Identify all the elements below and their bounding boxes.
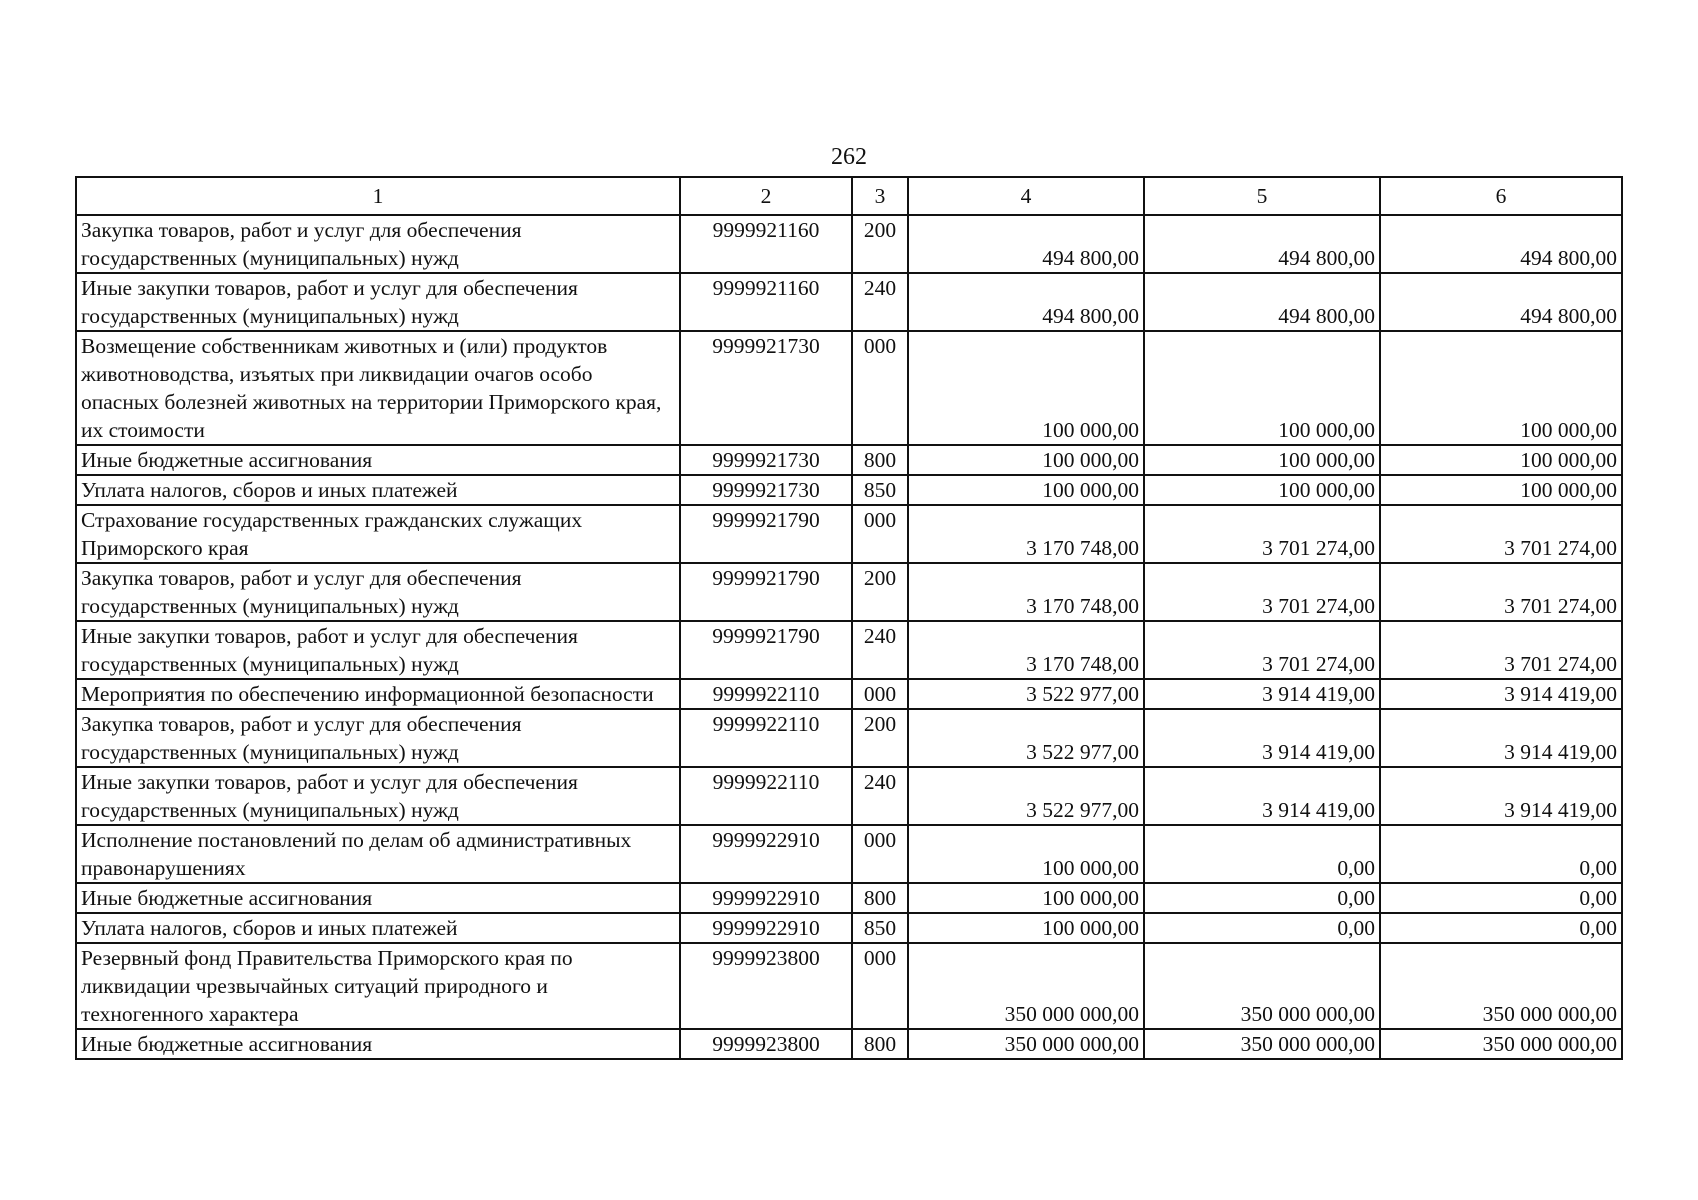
row-value-col4: 3 170 748,00 (908, 505, 1144, 563)
row-code-cell: 9999922910 (680, 883, 852, 913)
row-code-cell: 9999921730 (680, 331, 852, 445)
row-value-col6: 3 914 419,00 (1380, 767, 1622, 825)
row-value-col6: 3 914 419,00 (1380, 709, 1622, 767)
row-value-col4: 100 000,00 (908, 445, 1144, 475)
row-code-cell: 9999921790 (680, 563, 852, 621)
row-value-col4: 3 522 977,00 (908, 767, 1144, 825)
row-value-col5: 3 701 274,00 (1144, 621, 1380, 679)
row-value-col5: 100 000,00 (1144, 445, 1380, 475)
row-type-cell: 240 (852, 621, 908, 679)
column-header-6: 6 (1380, 177, 1622, 215)
row-value-col4: 494 800,00 (908, 273, 1144, 331)
row-name-cell: Иные закупки товаров, работ и услуг для обеспечения государственных (муниципальных) нужд (76, 621, 680, 679)
row-type-cell: 200 (852, 709, 908, 767)
table-row (76, 767, 1622, 825)
row-type-cell: 200 (852, 215, 908, 273)
row-type-cell: 000 (852, 825, 908, 883)
row-name-cell: Закупка товаров, работ и услуг для обеспечения государственных (муниципальных) нужд (76, 215, 680, 273)
page-number: 262 (831, 144, 867, 170)
row-value-col6: 100 000,00 (1380, 475, 1622, 505)
table-row (76, 475, 1622, 505)
row-name-cell: Иные бюджетные ассигнования (76, 445, 680, 475)
row-value-col4: 494 800,00 (908, 215, 1144, 273)
table-row (76, 1029, 1622, 1059)
row-name-cell: Иные закупки товаров, работ и услуг для обеспечения государственных (муниципальных) нужд (76, 273, 680, 331)
row-name-cell: Закупка товаров, работ и услуг для обеспечения государственных (муниципальных) нужд (76, 709, 680, 767)
row-name-cell: Иные закупки товаров, работ и услуг для обеспечения государственных (муниципальных) нужд (76, 767, 680, 825)
row-value-col6: 494 800,00 (1380, 273, 1622, 331)
row-name-cell: Страхование государственных гражданских служащих Приморского края (76, 505, 680, 563)
row-type-cell: 000 (852, 505, 908, 563)
row-code-cell: 9999923800 (680, 943, 852, 1029)
row-value-col5: 3 914 419,00 (1144, 679, 1380, 709)
row-value-col6: 100 000,00 (1380, 331, 1622, 445)
row-name-cell: Возмещение собственникам животных и (или) продуктов животноводства, изъятых при ликвидации очагов особо опасных болезней животных на территории Приморского края, их стоимости (76, 331, 680, 445)
budget-table (75, 176, 1623, 1060)
row-type-cell: 800 (852, 1029, 908, 1059)
row-value-col6: 494 800,00 (1380, 215, 1622, 273)
row-code-cell: 9999922910 (680, 825, 852, 883)
row-value-col6: 0,00 (1380, 825, 1622, 883)
row-type-cell: 200 (852, 563, 908, 621)
row-name-cell: Исполнение постановлений по делам об административных правонарушениях (76, 825, 680, 883)
row-value-col6: 100 000,00 (1380, 445, 1622, 475)
row-value-col6: 3 701 274,00 (1380, 505, 1622, 563)
row-code-cell: 9999921160 (680, 273, 852, 331)
row-value-col4: 100 000,00 (908, 913, 1144, 943)
row-type-cell: 000 (852, 679, 908, 709)
table-header-row (76, 177, 1622, 215)
row-value-col6: 3 701 274,00 (1380, 621, 1622, 679)
row-value-col5: 0,00 (1144, 825, 1380, 883)
table-row (76, 621, 1622, 679)
row-code-cell: 9999922110 (680, 767, 852, 825)
row-value-col4: 3 170 748,00 (908, 621, 1144, 679)
row-type-cell: 850 (852, 475, 908, 505)
row-code-cell: 9999921730 (680, 445, 852, 475)
table-row (76, 825, 1622, 883)
row-value-col5: 0,00 (1144, 913, 1380, 943)
row-name-cell: Уплата налогов, сборов и иных платежей (76, 475, 680, 505)
row-code-cell: 9999922110 (680, 679, 852, 709)
row-value-col4: 100 000,00 (908, 331, 1144, 445)
row-code-cell: 9999921730 (680, 475, 852, 505)
row-value-col5: 3 914 419,00 (1144, 767, 1380, 825)
row-value-col6: 0,00 (1380, 913, 1622, 943)
row-name-cell: Уплата налогов, сборов и иных платежей (76, 913, 680, 943)
row-value-col5: 100 000,00 (1144, 475, 1380, 505)
column-header-1: 1 (76, 177, 680, 215)
row-value-col4: 3 522 977,00 (908, 679, 1144, 709)
row-value-col4: 100 000,00 (908, 883, 1144, 913)
row-code-cell: 9999921790 (680, 621, 852, 679)
row-value-col4: 3 170 748,00 (908, 563, 1144, 621)
row-name-cell: Иные бюджетные ассигнования (76, 883, 680, 913)
table-row (76, 563, 1622, 621)
row-type-cell: 240 (852, 273, 908, 331)
table-row (76, 273, 1622, 331)
column-header-2: 2 (680, 177, 852, 215)
row-value-col6: 3 701 274,00 (1380, 563, 1622, 621)
column-header-4: 4 (908, 177, 1144, 215)
row-name-cell: Иные бюджетные ассигнования (76, 1029, 680, 1059)
column-header-5: 5 (1144, 177, 1380, 215)
row-value-col5: 494 800,00 (1144, 273, 1380, 331)
row-value-col5: 0,00 (1144, 883, 1380, 913)
table-row (76, 445, 1622, 475)
table-row (76, 913, 1622, 943)
row-type-cell: 850 (852, 913, 908, 943)
table-row (76, 331, 1622, 445)
row-value-col5: 350 000 000,00 (1144, 1029, 1380, 1059)
row-code-cell: 9999923800 (680, 1029, 852, 1059)
row-value-col6: 350 000 000,00 (1380, 943, 1622, 1029)
row-value-col4: 100 000,00 (908, 475, 1144, 505)
row-value-col5: 350 000 000,00 (1144, 943, 1380, 1029)
row-code-cell: 9999922910 (680, 913, 852, 943)
row-type-cell: 000 (852, 331, 908, 445)
row-type-cell: 800 (852, 883, 908, 913)
row-name-cell: Закупка товаров, работ и услуг для обеспечения государственных (муниципальных) нужд (76, 563, 680, 621)
table-row (76, 215, 1622, 273)
table-row (76, 505, 1622, 563)
row-value-col5: 494 800,00 (1144, 215, 1380, 273)
row-value-col5: 3 914 419,00 (1144, 709, 1380, 767)
row-name-cell: Мероприятия по обеспечению информационной безопасности (76, 679, 680, 709)
row-type-cell: 240 (852, 767, 908, 825)
row-value-col4: 100 000,00 (908, 825, 1144, 883)
row-type-cell: 800 (852, 445, 908, 475)
row-code-cell: 9999921160 (680, 215, 852, 273)
table-row (76, 679, 1622, 709)
row-name-cell: Резервный фонд Правительства Приморского края по ликвидации чрезвычайных ситуаций природного и техногенного характера (76, 943, 680, 1029)
row-type-cell: 000 (852, 943, 908, 1029)
row-code-cell: 9999922110 (680, 709, 852, 767)
row-value-col4: 3 522 977,00 (908, 709, 1144, 767)
row-value-col6: 350 000 000,00 (1380, 1029, 1622, 1059)
row-value-col6: 3 914 419,00 (1380, 679, 1622, 709)
row-value-col6: 0,00 (1380, 883, 1622, 913)
row-value-col5: 3 701 274,00 (1144, 505, 1380, 563)
row-code-cell: 9999921790 (680, 505, 852, 563)
table-row (76, 943, 1622, 1029)
row-value-col4: 350 000 000,00 (908, 943, 1144, 1029)
row-value-col4: 350 000 000,00 (908, 1029, 1144, 1059)
row-value-col5: 3 701 274,00 (1144, 563, 1380, 621)
table-row (76, 883, 1622, 913)
column-header-3: 3 (852, 177, 908, 215)
table-row (76, 709, 1622, 767)
row-value-col5: 100 000,00 (1144, 331, 1380, 445)
